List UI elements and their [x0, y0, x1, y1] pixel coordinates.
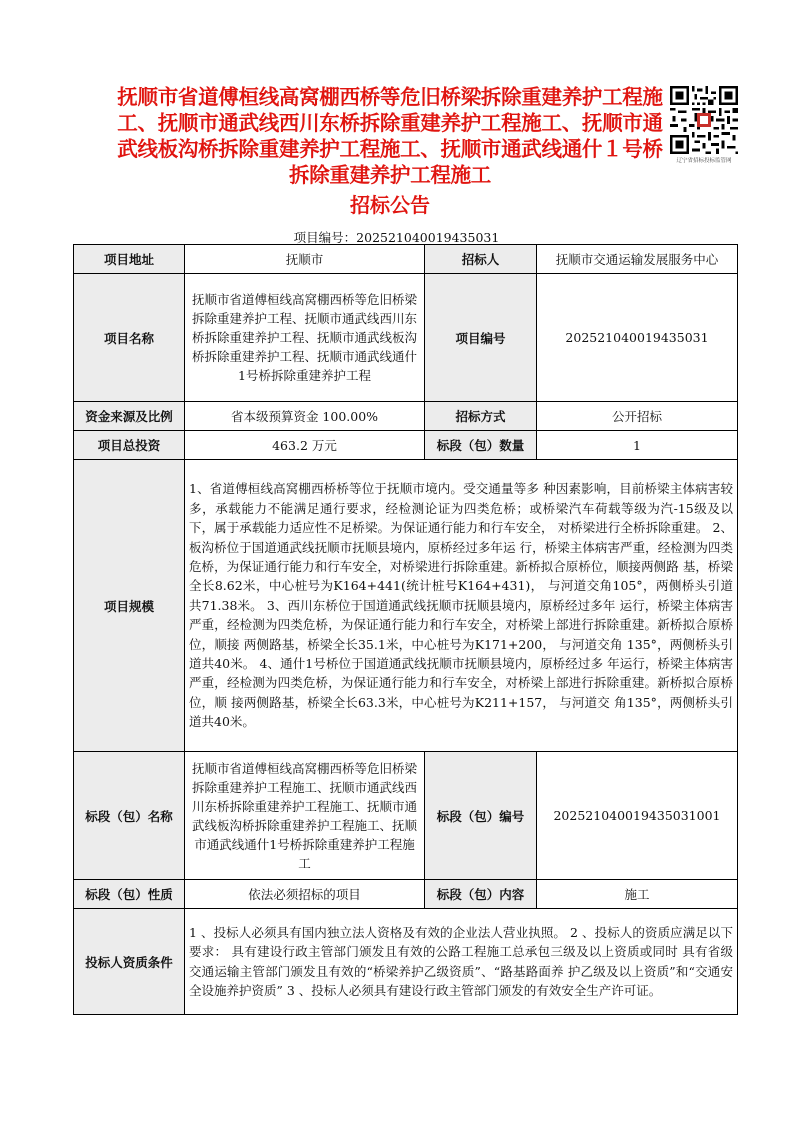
section-nature-value: 依法必须招标的项目	[185, 880, 425, 909]
table-row	[74, 752, 738, 880]
project-name-value: 抚顺市省道傅桓线高窝棚西桥等危旧桥梁拆除重建养护工程、抚顺市通武线西川东桥拆除重建养护工程、抚顺市通武线板沟桥拆除重建养护工程、抚顺市通武线通什1号桥拆除重建养护工程	[185, 274, 425, 402]
table-row	[74, 880, 738, 909]
fund-source-label: 资金来源及比例	[74, 402, 185, 431]
tender-info-table	[73, 244, 738, 1015]
fund-source-value: 省本级预算资金 100.00%	[185, 402, 425, 431]
table-row	[74, 431, 738, 460]
table-row	[74, 909, 738, 1015]
qr-caption: 辽宁省招标投标监管网	[676, 158, 732, 164]
tenderer-label: 招标人	[425, 245, 537, 274]
project-scale-value: 1、省道傅桓线高窝棚西桥桥等位于抚顺市境内。受交通量等多 种因素影响，目前桥梁主体病害较多，承载能力不能满足通行要求，经检测论证为四类危桥；或桥梁汽车荷载等级为汽-15级及以下，属于承载能力适应性不足桥梁。为保证通行能力和行车安全， 对桥梁进行全桥拆除重建。 2、板沟桥位于国道通武线抚顺市抚顺县境内，原桥经过多年运 行，桥梁主体病害严重，经检测为四类危桥，为保证通行能力和行车安全，对桥梁进行拆除重建。新桥拟合原桥位，顺接两侧路 基，桥梁全长8.62米，中心桩号为K164+441(统计桩号K164+431)， 与河道交角105°，两侧桥头引道共71.38米。 3、西川东桥位于国道通武线抚顺市抚顺县境内，原桥经过多年 运行，桥梁主体病害严重，经检测为四类危桥，为保证通行能力和行车安全，对桥梁上部进行拆除重建。新桥拟合原桥位，顺接 两侧路基，桥梁全长35.1米，中心桩号为K171+200， 与河道交角 135°，两侧桥头引道共40米。 4、通什1号桥位于国道通武线抚顺市抚顺县境内，原桥经过多 年运行，桥梁主体病害严重，经检测为四类危桥，为保证通行能力和行车安全，对桥梁上部进行拆除重建。新桥拟合原桥位，顺 接两侧路基，桥梁全长63.3米，中心桩号为K211+157， 与河道交 角135°，两侧桥头引道共40米。	[185, 460, 738, 752]
table-row	[74, 460, 738, 752]
table-row	[74, 274, 738, 402]
qualification-label: 投标人资质条件	[74, 909, 185, 1015]
section-nature-label: 标段（包）性质	[74, 880, 185, 909]
page-subtitle: 招标公告	[350, 193, 430, 217]
section-count-value: 1	[537, 431, 738, 460]
section-content-label: 标段（包）内容	[425, 880, 537, 909]
tender-method-value: 公开招标	[537, 402, 738, 431]
total-investment-label: 项目总投资	[74, 431, 185, 460]
address-label: 项目地址	[74, 245, 185, 274]
project-number-value: 202521040019435031	[537, 274, 738, 402]
page-title: 抚顺市省道傅桓线高窝棚西桥等危旧桥梁拆除重建养护工程施工、抚顺市通武线西川东桥拆除重建养护工程施工、抚顺市通武线板沟桥拆除重建养护工程施工、抚顺市通武线通什１号桥拆除重建养护工程施工	[117, 85, 663, 187]
section-name-value: 抚顺市省道傅桓线高窝棚西桥等危旧桥梁拆除重建养护工程施工、抚顺市通武线西川东桥拆除重建养护工程施工、抚顺市通武线板沟桥拆除重建养护工程施工、抚顺市通武线通什1号桥拆除重建养护工程施工	[185, 752, 425, 880]
section-number-value: 202521040019435031001	[537, 752, 738, 880]
project-scale-label: 项目规模	[74, 460, 185, 752]
tender-method-label: 招标方式	[425, 402, 537, 431]
project-number-line: 项目编号：2025210400194350​31	[293, 230, 500, 245]
table-row	[74, 245, 738, 274]
section-count-label: 标段（包）数量	[425, 431, 537, 460]
address-value: 抚顺市	[185, 245, 425, 274]
title-block	[110, 84, 670, 218]
section-name-label: 标段（包）名称	[74, 752, 185, 880]
qualification-value: 1 、投标人必须具有国内独立法人资格及有效的企业法人营业执照。 2 、投标人的资质应满足以下要求： 具有建设行政主管部门颁发且有效的公路工程施工总承包三级及以上资质或同时 具有省级交通运输主管部门颁发且有效的“桥梁养护乙级资质”、“路基路面养 护乙级及以上资质”和“交通安全设施养护资质” 3 、投标人必须具有建设行政主管部门颁发的有效安全生产许可证。	[185, 909, 738, 1015]
tenderer-value: 抚顺市交通运输发展服务中心	[537, 245, 738, 274]
table-row	[74, 402, 738, 431]
section-content-value: 施工	[537, 880, 738, 909]
qr-code-icon	[670, 86, 738, 154]
project-name-label: 项目名称	[74, 274, 185, 402]
project-number-label: 项目编号	[425, 274, 537, 402]
section-number-label: 标段（包）编号	[425, 752, 537, 880]
total-investment-value: 463.2 万元	[185, 431, 425, 460]
